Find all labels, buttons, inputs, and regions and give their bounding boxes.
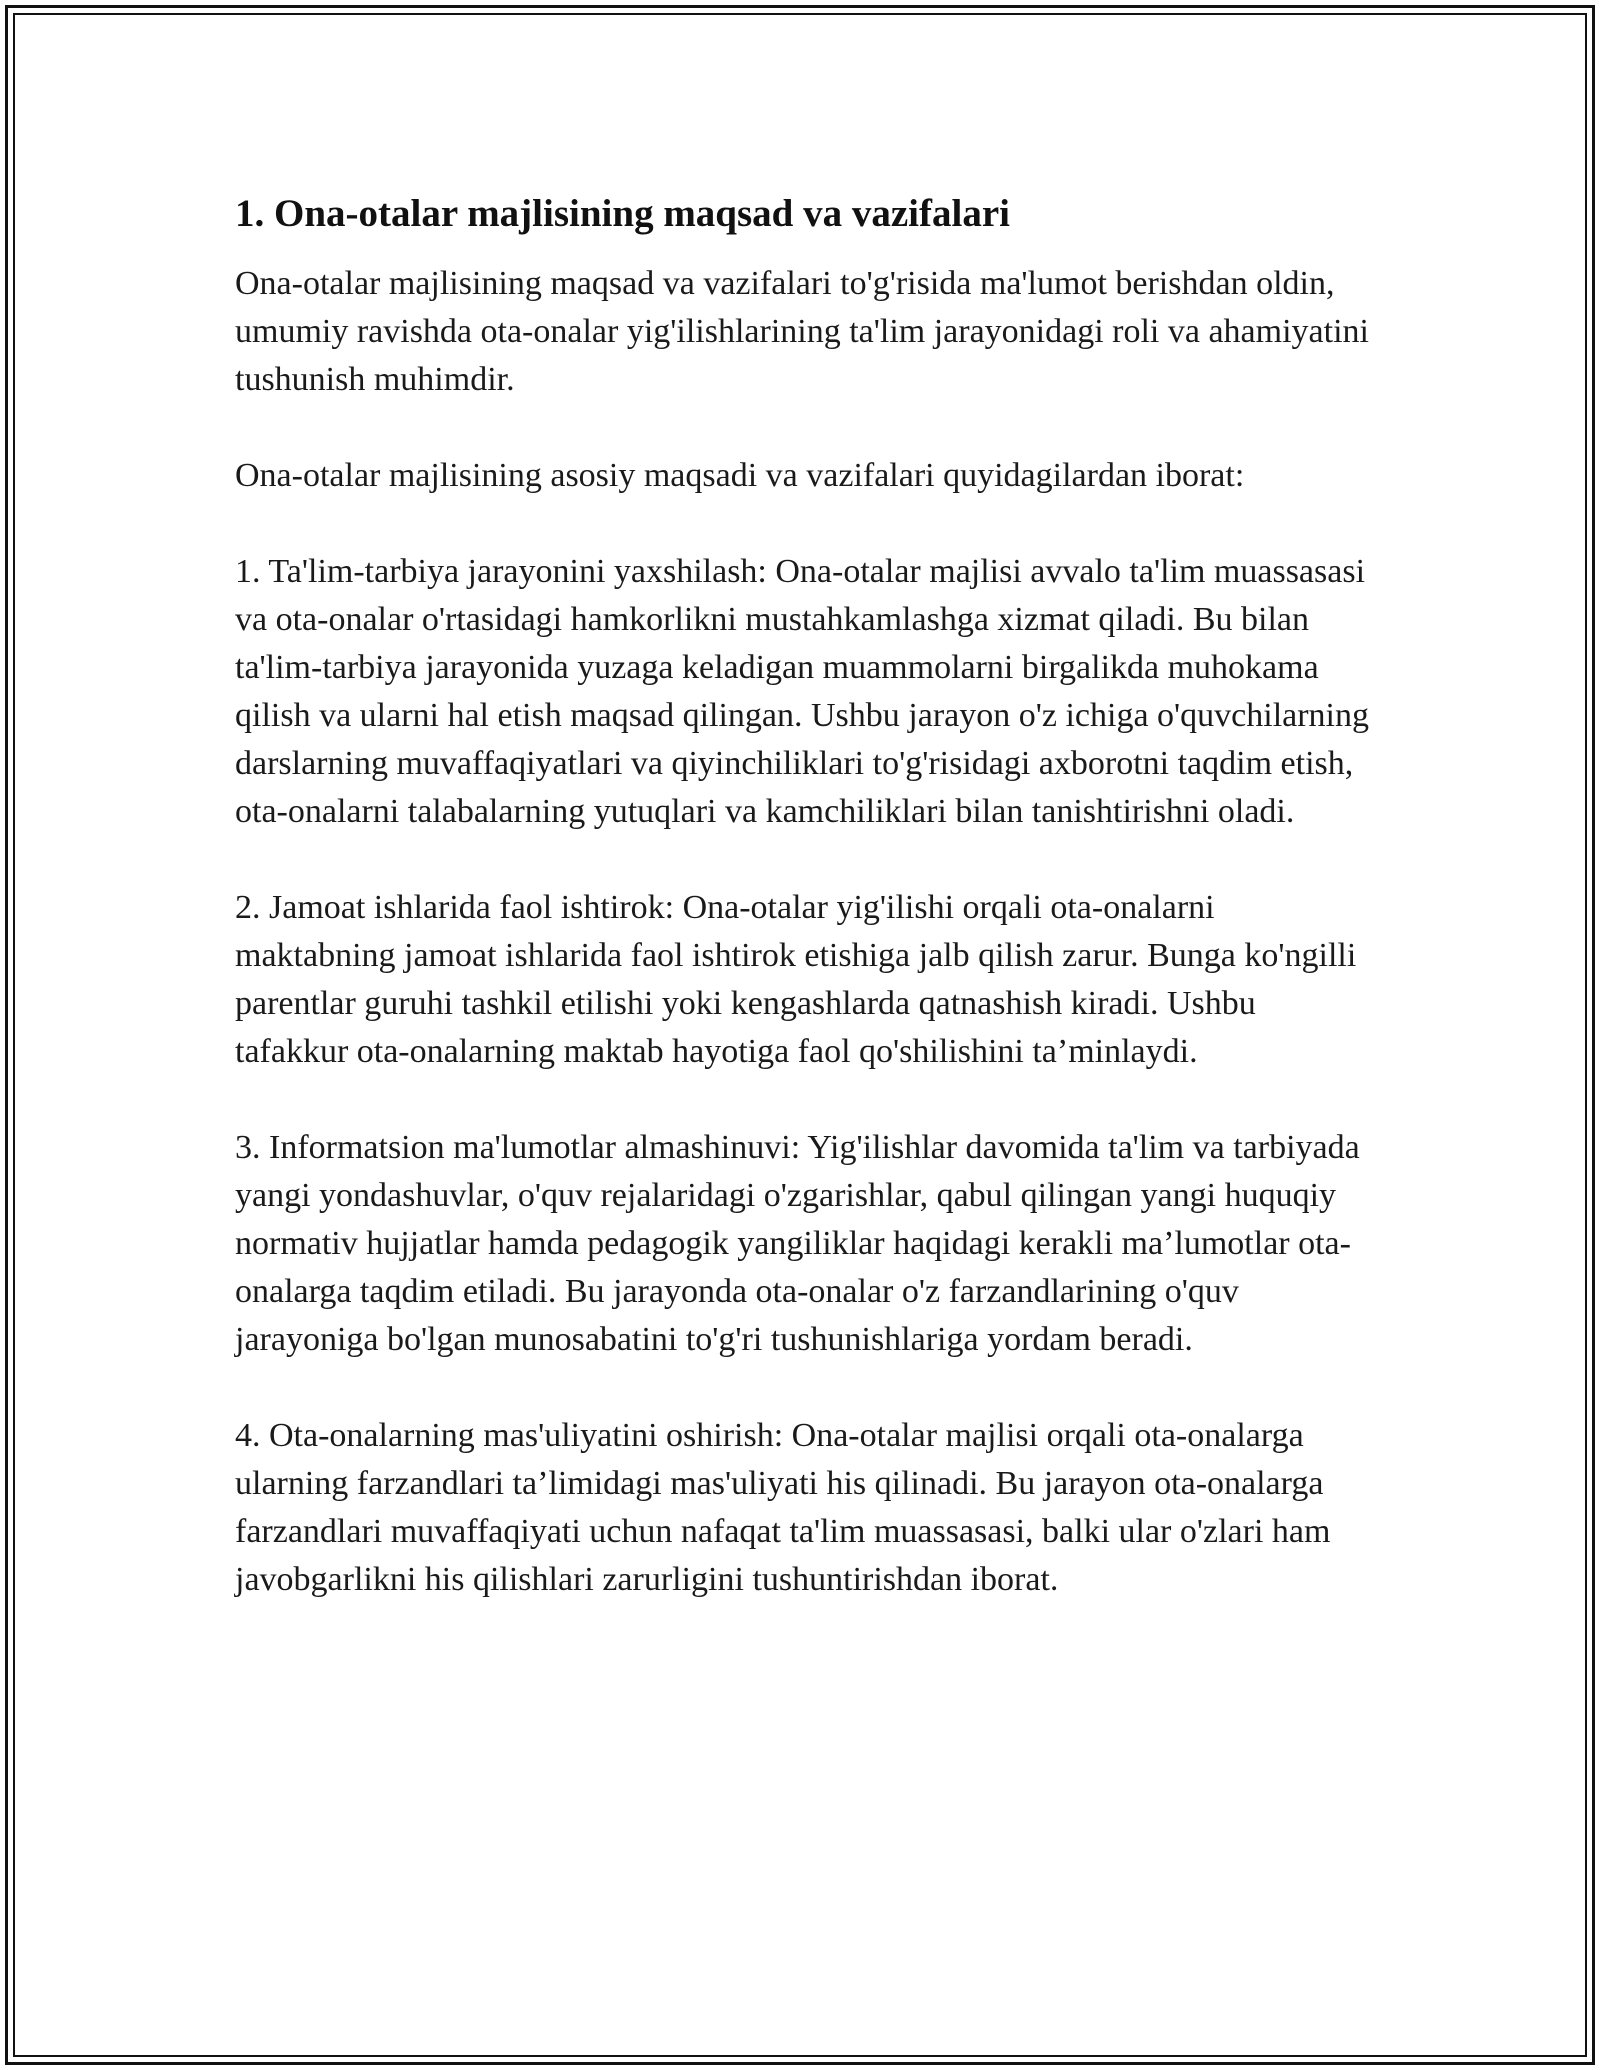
document-body xyxy=(235,190,1375,1652)
goals-lead-paragraph: Ona-otalar majlisining asosiy maqsadi va vazifalari quyidagilardan iborat: xyxy=(235,457,1245,494)
intro-paragraph: Ona-otalar majlisining maqsad va vazifalari to'g'risida ma'lumot berishdan oldin, umumiy ravishda ota-onalar yig'ilishlarining ta'lim jarayonidagi roli va ahamiyatini tushunish muhimdir. xyxy=(235,265,1369,398)
goal-item-1: 1. Ta'lim-tarbiya jarayonini yaxshilash: Ona-otalar majlisi avvalo ta'lim muassasasi va ota-onalar o'rtasidagi hamkorlikni mustahkamlashga xizmat qiladi. Bu bilan ta'lim-tarbiya jarayonida yuzaga keladigan muammolarni birgalikda muhokama qilish va ularni hal etish maqsad qilingan. Ushbu jarayon o'z ichiga o'quvchilarning darslarning muvaffaqiyatlari va qiyinchiliklari to'g'risidagi axborotni taqdim etish, ota-onalarni talabalarning yutuqlari va kamchiliklari bilan tanishtirishni oladi. xyxy=(235,553,1370,830)
section-heading: 1. Ona-otalar majlisining maqsad va vazifalari xyxy=(235,192,1010,235)
goal-item-2: 2. Jamoat ishlarida faol ishtirok: Ona-otalar yig'ilishi orqali ota-onalarni maktabning jamoat ishlarida faol ishtirok etishiga jalb qilish zarur. Bunga ko'ngilli parentlar guruhi tashkil etilishi yoki kengashlarda qatnashish kiradi. Ushbu tafakkur ota-onalarning maktab hayotiga faol qo'shilishini ta’minlaydi. xyxy=(235,889,1357,1070)
goal-item-4: 4. Ota-onalarning mas'uliyatini oshirish: Ona-otalar majlisi orqali ota-onalarga ularning farzandlari ta’limidagi mas'uliyati his qilinadi. Bu jarayon ota-onalarga farzandlari muvaffaqiyati uchun nafaqat ta'lim muassasasi, balki ular o'zlari ham javobgarlikni his qilishlari zarurligini tushuntirishdan iborat. xyxy=(235,1417,1331,1598)
goal-item-3: 3. Informatsion ma'lumotlar almashinuvi: Yig'ilishlar davomida ta'lim va tarbiyada yangi yondashuvlar, o'quv rejalaridagi o'zgarishlar, qabul qilingan yangi huquqiy normativ hujjatlar hamda pedagogik yangiliklar haqidagi kerakli ma’lumotlar ota-onalarga taqdim etiladi. Bu jarayonda ota-onalar o'z farzandlarining o'quv jarayoniga bo'lgan munosabatini to'g'ri tushunishlariga yordam beradi. xyxy=(235,1129,1360,1358)
